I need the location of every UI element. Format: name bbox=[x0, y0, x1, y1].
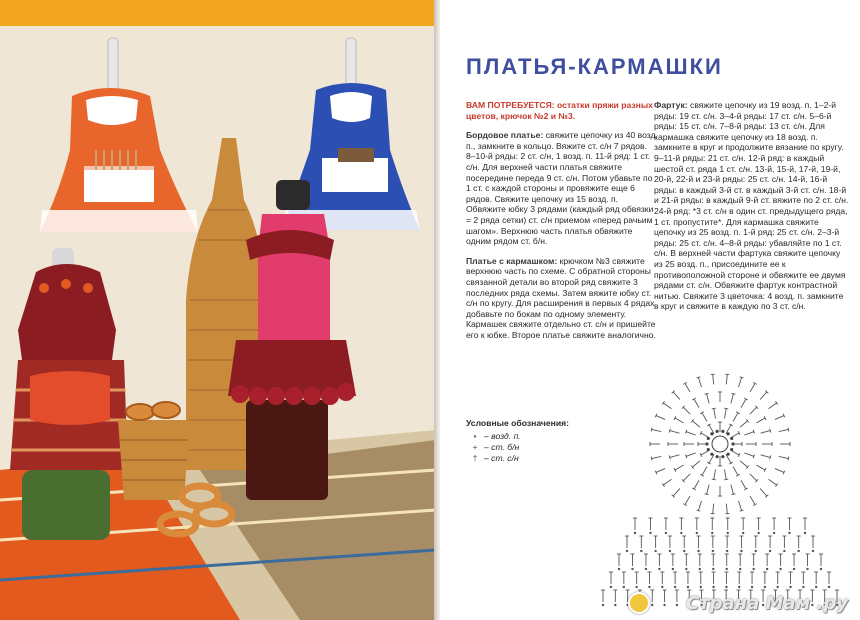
diagram-stitch bbox=[635, 586, 637, 588]
diagram-stitch bbox=[731, 394, 734, 404]
diagram-stitch bbox=[775, 416, 784, 420]
diagram-stitch bbox=[724, 479, 728, 480]
diagram-stitch bbox=[673, 489, 680, 496]
diagram-stitch bbox=[788, 427, 789, 431]
diagram-stitch bbox=[702, 467, 707, 476]
diagram-stitch bbox=[670, 455, 680, 458]
diagram-stitch bbox=[783, 550, 785, 552]
diagram-stitch bbox=[685, 430, 686, 434]
diagram-stitch bbox=[793, 568, 795, 570]
diagram-stitch bbox=[721, 455, 724, 458]
diagram-stitch bbox=[738, 586, 740, 588]
diagram-stitch bbox=[812, 550, 814, 552]
diagram-stitch bbox=[820, 568, 822, 570]
diagram-stitch bbox=[731, 485, 734, 495]
diagram-stitch bbox=[683, 407, 690, 414]
pocket-dress-heading: Платье с кармашком: bbox=[466, 255, 558, 266]
watermark-logo-icon bbox=[628, 592, 650, 614]
apron-paragraph bbox=[654, 100, 850, 312]
diagram-stitch bbox=[651, 427, 652, 431]
diagram-stitch bbox=[761, 455, 771, 458]
diagram-stitch bbox=[651, 604, 653, 606]
diagram-stitch bbox=[674, 586, 676, 588]
diagram-stitch bbox=[634, 532, 636, 534]
diagram-stitch bbox=[713, 374, 714, 384]
apron-heading: Фартук: bbox=[654, 100, 688, 110]
diagram-stitch bbox=[712, 436, 728, 452]
diagram-stitch bbox=[755, 550, 757, 552]
diagram-stitch bbox=[656, 468, 665, 472]
diagram-stitch bbox=[797, 550, 799, 552]
diagram-stitch bbox=[726, 374, 727, 384]
diagram-stitch bbox=[663, 403, 671, 409]
legend-item bbox=[466, 442, 616, 453]
diagram-stitch bbox=[739, 501, 742, 511]
diagram-stitch bbox=[741, 480, 746, 489]
diagram-stitch bbox=[773, 532, 775, 534]
diagram-stitch bbox=[694, 399, 699, 408]
diagram-stitch bbox=[685, 454, 686, 458]
diagram-stitch bbox=[815, 586, 817, 588]
burgundy-dress-paragraph bbox=[466, 130, 658, 247]
diagram-stitch bbox=[652, 429, 662, 431]
diagram-stitch bbox=[770, 456, 771, 460]
diagram-stitch bbox=[697, 550, 699, 552]
diagram-stitch bbox=[732, 393, 736, 394]
legend bbox=[466, 418, 616, 464]
diagram-stitch bbox=[777, 586, 779, 588]
diagram-stitch bbox=[602, 604, 604, 606]
apron-text: свяжите цепочку из 19 возд. п. 1–2-й ряды: 19 ст. с/н. 3–4-й ряды: 17 ст. с/н. 5–6-й ряды: 15 ст. с/н. 7–8-й ряды: 13 ст. с/н. Для кармашка свяжите цепочку из 18 возд. п. замкните в круг и продолжите вязание по кругу. 9–11-й ряды: 21 ст. с/н. 12-й ряд: в каждый шестой ст. ряда 1 ст. с/н. 13-й, 15-й, 17-й, 19-й, 20-й, 22-й и 23-й ряды: 25 ст. с/н. 14-й, 16-й ряды: в каждый 3-й ст. в каждый 3-й ст. с/н. 18-й и 21-й ряды: в каждый 9-й ст. вяжите по 2 ст. с/н. 24-й ряд: *3 ст. с/н в один ст. предыдущего ряда, 1 ст. пропустите*. Для кармашка свяжите цепочку из 25 возд. п. 1-й ряд: 25 ст. с/н. 2–3-й ряды: 25 ст. с/н. 4–8-й ряды: убавляйте по 1 ст. с/н. В верхней части фартука свяжите цепочку из 25 возд. п., присоедините ее к противоположной стороне и обвяжите ее двумя рядами ст. с/н. Обвяжите фартук контрастной нитью. Свяжите 3 цветочка: 4 возд. п. замкните в круг и свяжите в каждую по 3 ст. с/н. bbox=[654, 100, 849, 312]
burgundy-dress-text: свяжите цепочку из 40 возд. п., замкните в кольцо. Вяжите ст. с/н 7 рядов. 8–10-й ряды: 2 ст. с/н, 1 возд. п. 11-й ряд: 1 ст. с/н. Для верхней части платья свяжите посередине переда 9 ст. с/н. Потом убавьте по 1 ст. с каждой стороны и провяжите еще 6 рядов. Свяжите цепочку из 15 возд. п. Обвяжите юбку 3 рядами (каждый ряд обвязки = 2 ряда сетки) ст. с/н приемом «перед рачьим шагом». Верхнюю часть платья обвяжите одним рядом ст. б/н. bbox=[466, 130, 658, 247]
diagram-stitch bbox=[760, 392, 767, 399]
diagram-stitch bbox=[673, 392, 680, 399]
diagram-stitch bbox=[675, 465, 684, 470]
diagram-stitch bbox=[730, 450, 739, 455]
diagram-stitch bbox=[683, 474, 690, 481]
diagram-stitch bbox=[699, 568, 701, 570]
diagram-stitch bbox=[769, 550, 771, 552]
diagram-stitch bbox=[775, 468, 784, 472]
diagram-stitch bbox=[685, 383, 690, 392]
diagram-stitch bbox=[779, 456, 789, 458]
diagram-stitch bbox=[712, 550, 714, 552]
diagram-stitch bbox=[750, 383, 755, 392]
single-crochet-symbol: + bbox=[472, 442, 478, 452]
diagram-stitch bbox=[714, 409, 716, 419]
diagram-stitch bbox=[712, 479, 716, 480]
diagram-stitch bbox=[789, 586, 791, 588]
diagram-stitch bbox=[761, 431, 771, 434]
diagram-stitch bbox=[744, 453, 753, 456]
diagram-stitch bbox=[663, 479, 671, 485]
diagram-stitch bbox=[725, 409, 727, 419]
diagram-stitch bbox=[712, 568, 714, 570]
diagram-stitch bbox=[618, 568, 620, 570]
diagram-stitch bbox=[614, 604, 616, 606]
diagram-stitch bbox=[665, 532, 667, 534]
diagram-stitch bbox=[764, 586, 766, 588]
diagram-stitch bbox=[685, 496, 690, 505]
diagram-stitch bbox=[651, 457, 652, 461]
diagram-stitch bbox=[760, 489, 767, 496]
diagram-stitch bbox=[680, 532, 682, 534]
diagram-stitch bbox=[701, 450, 710, 455]
diagram-stitch bbox=[713, 504, 714, 514]
diagram-stitch bbox=[705, 494, 709, 495]
diagram-stitch bbox=[640, 550, 642, 552]
diagram-stitch bbox=[702, 413, 707, 422]
diagram-stitch bbox=[714, 470, 716, 480]
diagram-stitch bbox=[750, 407, 757, 414]
diagram-stitch bbox=[669, 429, 670, 433]
diagram-stitch bbox=[740, 461, 748, 467]
diagram-stitch bbox=[670, 431, 680, 434]
chain-stitch-symbol: • bbox=[473, 431, 477, 441]
diagram-stitch bbox=[661, 586, 663, 588]
diagram-stitch bbox=[725, 586, 727, 588]
materials-column bbox=[466, 100, 658, 349]
diagram-stitch bbox=[733, 467, 738, 476]
diagram-stitch bbox=[645, 568, 647, 570]
diagram-stitch bbox=[779, 568, 781, 570]
diagram-stitch bbox=[757, 532, 759, 534]
diagram-stitch bbox=[716, 455, 719, 458]
diagram-stitch bbox=[692, 421, 700, 427]
diagram-stitch bbox=[741, 399, 746, 408]
diagram-stitch bbox=[721, 430, 724, 433]
diagram-stitch bbox=[685, 568, 687, 570]
diagram-stitch bbox=[828, 586, 830, 588]
diagram-stitch bbox=[751, 586, 753, 588]
diagram-stitch bbox=[654, 550, 656, 552]
apron-column bbox=[654, 100, 850, 321]
diagram-stitch bbox=[756, 465, 765, 470]
diagram-stitch bbox=[683, 550, 685, 552]
diagram-stitch bbox=[711, 532, 713, 534]
diagram-stitch bbox=[716, 430, 719, 433]
diagram-stitch bbox=[740, 550, 742, 552]
diagram-stitch bbox=[649, 532, 651, 534]
diagram-stitch bbox=[750, 474, 757, 481]
diagram-stitch bbox=[769, 403, 777, 409]
diagram-stitch bbox=[740, 377, 744, 378]
diagram-stitch bbox=[692, 461, 700, 467]
diagram-stitch bbox=[705, 393, 709, 394]
legend-item bbox=[466, 431, 616, 442]
diagram-stitch bbox=[726, 504, 727, 514]
watermark: Страна Мам .ру bbox=[685, 593, 848, 614]
diagram-stitch bbox=[631, 568, 633, 570]
diagram-stitch bbox=[779, 429, 789, 431]
diagram-stitch bbox=[694, 480, 699, 489]
diagram-stitch bbox=[724, 408, 728, 409]
diagram-stitch bbox=[742, 532, 744, 534]
diagram-stitch bbox=[652, 456, 662, 458]
pocket-dress-text: крючком №3 свяжите верхнюю часть по схеме. С обратной стороны связанной детали во второй ряд свяжите 3 последних ряда схемы. Затем вяжите юбку ст. с/н по кругу. Для расширения в первых 4 рядах добавьте по бокам по одному элементу. Кармашек свяжите отдельно ст. с/н и пришейте его к юбке. Второе платье свяжите аналогично. bbox=[466, 255, 656, 340]
double-crochet-symbol: † bbox=[472, 453, 478, 463]
legend-label: – ст. с/н bbox=[484, 453, 519, 463]
diagram-stitch bbox=[766, 568, 768, 570]
diagram-stitch bbox=[802, 586, 804, 588]
diagram-stitch bbox=[750, 496, 755, 505]
materials-paragraph bbox=[466, 100, 658, 121]
diagram-stitch bbox=[672, 568, 674, 570]
legend-heading: Условные обозначения: bbox=[466, 418, 569, 428]
diagram-stitch bbox=[769, 479, 777, 485]
materials-text: остатки пряжи разных цветов, крючок №2 и №3. bbox=[466, 100, 653, 121]
diagram-stitch bbox=[753, 454, 754, 458]
diagram-stitch bbox=[626, 550, 628, 552]
crochet-diagram bbox=[600, 358, 850, 620]
diagram-stitch bbox=[669, 456, 670, 460]
diagram-stitch bbox=[733, 413, 738, 422]
diagram-stitch bbox=[707, 485, 710, 495]
diagram-stitch bbox=[648, 586, 650, 588]
burgundy-dress-heading: Бордовое платье: bbox=[466, 130, 544, 141]
diagram-stitch bbox=[658, 568, 660, 570]
text-page bbox=[440, 0, 860, 620]
diagram-stitch bbox=[610, 586, 612, 588]
diagram-stitch bbox=[739, 377, 742, 387]
diagram-stitch bbox=[687, 586, 689, 588]
diagram-stitch bbox=[756, 418, 765, 423]
diagram-stitch bbox=[686, 432, 695, 435]
diagram-stitch bbox=[770, 429, 771, 433]
diagram-stitch bbox=[726, 550, 728, 552]
diagram-stitch bbox=[739, 568, 741, 570]
diagram-stitch bbox=[669, 550, 671, 552]
diagram-stitch bbox=[656, 416, 665, 420]
legend-label: – ст. б/н bbox=[484, 442, 520, 452]
diagram-stitch bbox=[730, 433, 739, 438]
legend-label: – возд. п. bbox=[484, 431, 521, 441]
diagram-stitch bbox=[727, 532, 729, 534]
diagram-stitch bbox=[663, 604, 665, 606]
diagram-stitch bbox=[696, 377, 700, 378]
diagram-stitch bbox=[676, 604, 678, 606]
diagram-stitch bbox=[752, 568, 754, 570]
diagram-stitch bbox=[732, 494, 736, 495]
diagram-stitch bbox=[712, 586, 714, 588]
diagram-stitch bbox=[753, 430, 754, 434]
pocket-dress-paragraph bbox=[466, 256, 658, 341]
diagram-stitch bbox=[701, 433, 710, 438]
diagram-stitch bbox=[788, 532, 790, 534]
legend-item bbox=[466, 453, 616, 464]
materials-lead: ВАМ ПОТРЕБУЕТСЯ: bbox=[466, 100, 555, 110]
diagram-stitch bbox=[675, 418, 684, 423]
diagram-stitch bbox=[725, 470, 727, 480]
diagram-stitch bbox=[707, 394, 710, 404]
diagram-stitch bbox=[686, 453, 695, 456]
diagram-stitch bbox=[804, 532, 806, 534]
diagram-stitch bbox=[696, 510, 700, 511]
diagram-stitch bbox=[696, 532, 698, 534]
diagram-stitch bbox=[712, 408, 716, 409]
diagram-stitch bbox=[744, 432, 753, 435]
diagram-stitch bbox=[698, 501, 701, 511]
diagram-stitch bbox=[700, 586, 702, 588]
diagram-stitch bbox=[740, 510, 744, 511]
diagram-stitch bbox=[806, 568, 808, 570]
diagram-stitch bbox=[726, 568, 728, 570]
diagram-stitch bbox=[788, 457, 789, 461]
diagram-stitch bbox=[623, 586, 625, 588]
diagram-stitch bbox=[698, 377, 701, 387]
page-title: ПЛАТЬЯ-КАРМАШКИ bbox=[466, 54, 723, 79]
diagram-stitch bbox=[740, 421, 748, 427]
